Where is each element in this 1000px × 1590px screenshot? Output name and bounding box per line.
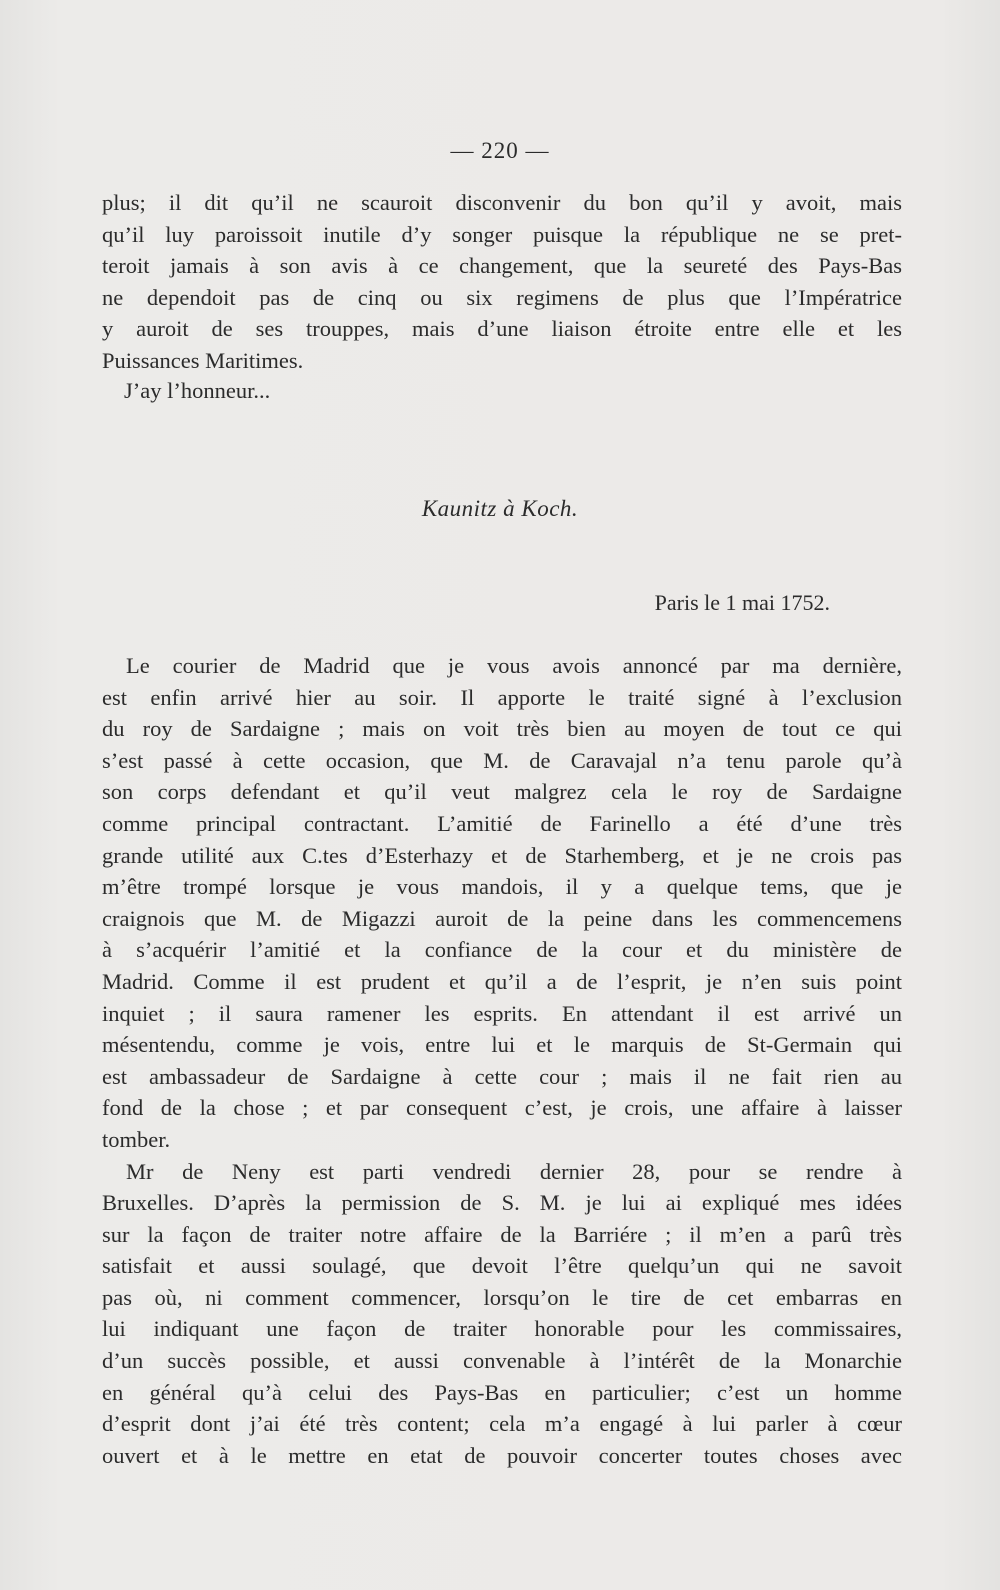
text-line: d’esprit dont j’ai été très content; cela m’a engagé à lui parler à cœur [102, 1411, 902, 1437]
text-line: y auroit de ses trouppes, mais d’une liaison étroite entre elle et les [102, 316, 902, 342]
text-line: inquiet ; il saura ramener les esprits. En attendant il est arrivé un [102, 1000, 902, 1026]
text-line: ouvert et à le mettre en etat de pouvoir concerter toutes choses avec [102, 1442, 902, 1468]
text-line: son corps defendant et qu’il veut malgrez cela le roy de Sardaigne [102, 779, 902, 805]
letter-dateline: Paris le 1 mai 1752. [654, 590, 830, 615]
text-line: m’être trompé lorsque je vous mandois, il y a quelque tems, que je [102, 874, 902, 900]
text-line: à s’acquérir l’amitié et la confiance de la cour et du ministère de [102, 937, 902, 963]
text-line: Mr de Neny est parti vendredi dernier 28, pour se rendre à [126, 1158, 902, 1184]
text-line: satisfait et aussi soulagé, que devoit l’être quelqu’un qui ne savoit [102, 1253, 902, 1279]
closing-formula: J’ay l’honneur... [124, 378, 271, 403]
text-line: grande utilité aux C.tes d’Esterhazy et de Starhemberg, et je ne crois pas [102, 842, 902, 868]
text-line: Puissances Maritimes. [102, 347, 304, 373]
text-line: tomber. [102, 1126, 171, 1152]
text-line: teroit jamais à son avis à ce changement, que la seureté des Pays-Bas [102, 253, 902, 279]
text-line: fond de la chose ; et par consequent c’est, je crois, une affaire à laisser [102, 1095, 902, 1121]
text-line: s’est passé à cette occasion, que M. de Caravajal n’a tenu parole qu’à [102, 747, 902, 773]
text-line: Le courier de Madrid que je vous avois annoncé par ma dernière, [126, 653, 902, 678]
page-number: — 220 — [450, 138, 550, 163]
text-line: est enfin arrivé hier au soir. Il apporte le traité signé à l’exclusion [102, 684, 902, 710]
text-line: craignois que M. de Migazzi auroit de la peine dans les commencemens [102, 905, 902, 931]
text-line: du roy de Sardaigne ; mais on voit très bien au moyen de tout ce qui [102, 716, 902, 742]
text-line: qu’il luy paroissoit inutile d’y songer puisque la république ne se pret- [102, 221, 902, 247]
text-line: sur la façon de traiter notre affaire de la Barriére ; il m’en a parû très [102, 1221, 902, 1247]
text-line: Madrid. Comme il est prudent et qu’il a de l’esprit, je n’en suis point [102, 968, 902, 994]
text-line: en général qu’à celui des Pays-Bas en particulier; c’est un homme [102, 1379, 902, 1405]
text-line: plus; il dit qu’il ne scauroit disconvenir du bon qu’il y avoit, mais [102, 190, 902, 215]
text-line: lui indiquant une façon de traiter honorable pour les commissaires, [102, 1316, 902, 1342]
letter-heading: Kaunitz à Koch. [421, 496, 579, 521]
letter-body [102, 650, 902, 1471]
text-line: d’un succès possible, et aussi convenable à l’intérêt de la Monarchie [102, 1348, 902, 1374]
text-line: mésentendu, comme je vois, entre lui et le marquis de St-Germain qui [102, 1032, 902, 1058]
text-line: pas où, ni comment commencer, lorsqu’on le tire de cet embarras en [102, 1284, 902, 1310]
text-line: Bruxelles. D’après la permission de S. M. je lui ai expliqué mes idées [102, 1190, 902, 1216]
paragraph-continuation [102, 187, 902, 377]
text-line: ne dependoit pas de cinq ou six regimens de plus que l’Impératrice [102, 284, 902, 310]
text-line: est ambassadeur de Sardaigne à cette cour ; mais il ne fait rien au [102, 1063, 902, 1089]
text-line: comme principal contractant. L’amitié de Farinello a été d’une très [102, 810, 902, 836]
